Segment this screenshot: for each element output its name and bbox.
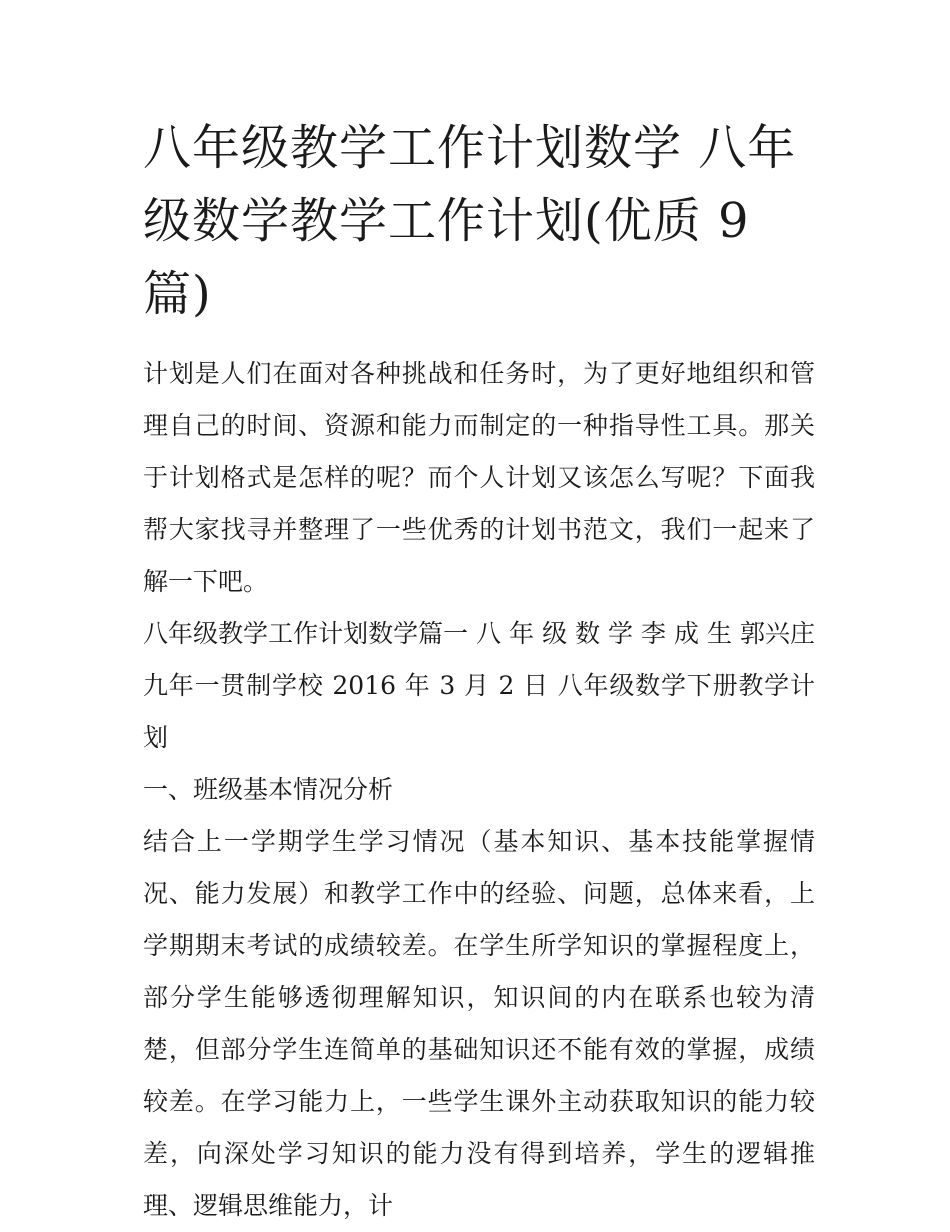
document-title: 八年级教学工作计划数学 八年级数学教学工作计划(优质 9 篇): [143, 120, 797, 322]
section-header-paragraph: 八年级教学工作计划数学篇一 八 年 级 数 学 李 成 生 郭兴庄九年一贯制学校 2016 年 3 月 2 日 八年级数学下册教学计划: [143, 619, 815, 752]
document-body: [143, 348, 815, 1232]
intro-paragraph: 计划是人们在面对各种挑战和任务时，为了更好地组织和管理自己的时间、资源和能力而制定的一种指导性工具。那关于计划格式是怎样的呢？而个人计划又该怎么写呢？下面我帮大家找寻并整理了一些优秀的计划书范文，我们一起来了解一下吧。: [143, 359, 815, 596]
document-page: [143, 112, 815, 1232]
analysis-paragraph: 结合上一学期学生学习情况（基本知识、基本技能掌握情况、能力发展）和教学工作中的经验、问题，总体来看，上学期期末考试的成绩较差。在学生所学知识的掌握程度上，部分学生能够透彻理解知识，知识间的内在联系也较为清楚，但部分学生连简单的基础知识还不能有效的掌握，成绩较差。在学习能力上，一些学生课外主动获取知识的能力较差，向深处学习知识的能力没有得到培养，学生的逻辑推理、逻辑思维能力，计: [143, 827, 815, 1220]
section-heading: 一、班级基本情况分析: [143, 775, 394, 804]
